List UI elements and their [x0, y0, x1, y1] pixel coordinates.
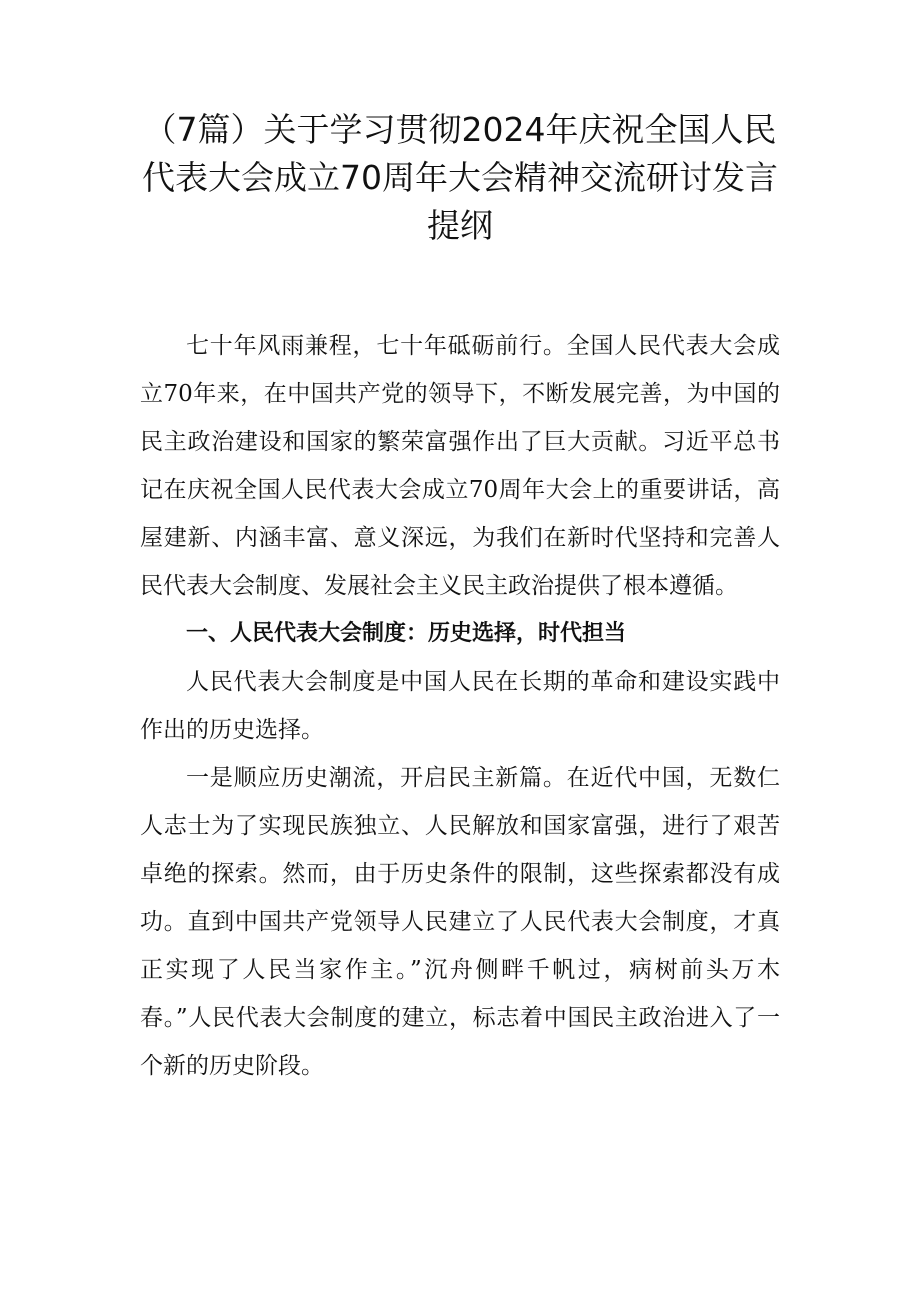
document-body	[140, 322, 780, 1090]
intro-paragraph: 七十年风雨兼程，七十年砥砺前行。全国人民代表大会成立70年来，在中国共产党的领导下，不断发展完善，为中国的民主政治建设和国家的繁荣富强作出了巨大贡献。习近平总书记在庆祝全国人民代表大会成立70周年大会上的重要讲话，高屋建新、内涵丰富、意义深远，为我们在新时代坚持和完善人民代表大会制度、发展社会主义民主政治提供了根本遵循。	[140, 333, 780, 599]
document-title: （7篇）关于学习贯彻2024年庆祝全国人民代表大会成立70周年大会精神交流研讨发言提纲	[142, 110, 778, 245]
body-paragraph: 一是顺应历史潮流，开启民主新篇。在近代中国，无数仁人志士为了实现民族独立、人民解放和国家富强，进行了艰苦卓绝的探索。然而，由于历史条件的限制，这些探索都没有成功。直到中国共产党领导人民建立了人民代表大会制度，才真正实现了人民当家作主。”沉舟侧畔千帆过，病树前头万木春。”人民代表大会制度的建立，标志着中国民主政治进入了一个新的历史阶段。	[140, 765, 780, 1079]
section-heading: 一、人民代表大会制度：历史选择，时代担当	[186, 621, 627, 646]
body-paragraph: 人民代表大会制度是中国人民在长期的革命和建设实践中作出的历史选择。	[140, 669, 780, 743]
